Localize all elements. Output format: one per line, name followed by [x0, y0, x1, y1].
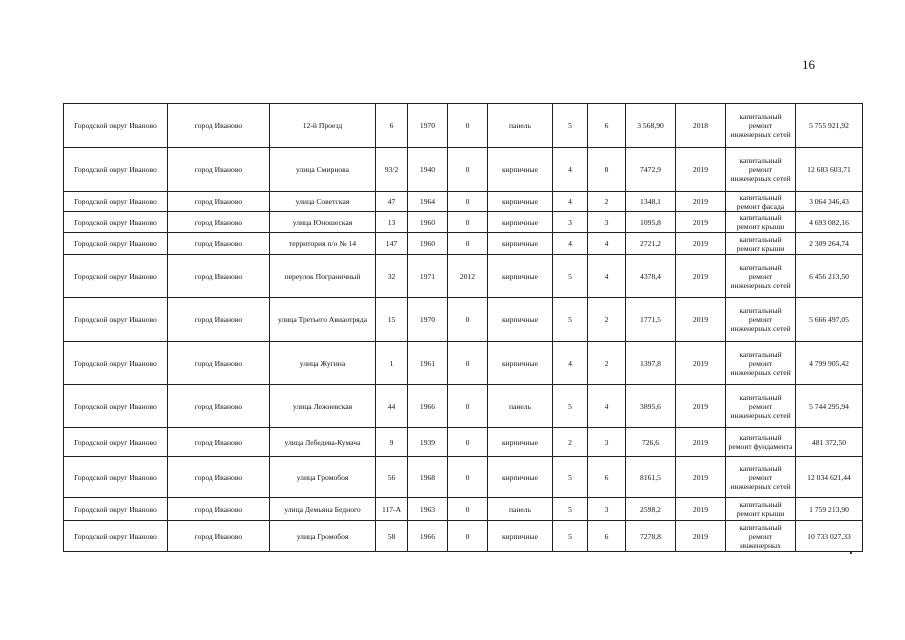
cell-year-reconstructed: 0	[448, 457, 488, 498]
cell-year-built: 1964	[408, 192, 448, 212]
cell-work: капитальный ремонт крыши	[726, 212, 796, 233]
scan-speck	[850, 552, 852, 554]
cell-floors: 3	[553, 212, 588, 233]
cell-year-reconstructed: 0	[448, 428, 488, 457]
cell-cost: 6 456 213,50	[796, 255, 863, 298]
cell-walls: панель	[488, 104, 553, 148]
cell-area: 2598,2	[626, 498, 676, 521]
cell-entrances: 2	[588, 342, 626, 385]
table-row	[64, 148, 863, 192]
cell-walls: кирпичные	[488, 148, 553, 192]
cell-year: 2019	[676, 148, 726, 192]
cell-walls: панель	[488, 385, 553, 428]
cell-walls: кирпичные	[488, 212, 553, 233]
cell-entrances: 4	[588, 233, 626, 255]
cell-floors: 5	[553, 385, 588, 428]
cell-walls: панель	[488, 498, 553, 521]
cell-street: территория п/о № 14	[270, 233, 376, 255]
cell-work: капитальный ремонт фасада	[726, 192, 796, 212]
cell-city: город Иваново	[168, 498, 270, 521]
cell-floors: 5	[553, 104, 588, 148]
cell-municipality: Городской округ Иваново	[64, 298, 168, 342]
table-row	[64, 498, 863, 521]
cell-street: улица Юношеская	[270, 212, 376, 233]
cell-work: капитальный ремонт инженерных сетей	[726, 148, 796, 192]
cell-walls: кирпичные	[488, 255, 553, 298]
cell-work: капитальный ремонт инженерных сетей	[726, 342, 796, 385]
cell-street: улица Громобоя	[270, 457, 376, 498]
cell-year-reconstructed: 0	[448, 385, 488, 428]
cell-municipality: Городской округ Иваново	[64, 255, 168, 298]
cell-year-built: 1961	[408, 342, 448, 385]
table-row	[64, 192, 863, 212]
cell-house: 58	[376, 521, 408, 552]
cell-work: капитальный ремонт инженерных	[726, 521, 796, 552]
cell-walls: кирпичные	[488, 298, 553, 342]
cell-year-reconstructed: 0	[448, 192, 488, 212]
cell-street: улица Лежневская	[270, 385, 376, 428]
cell-walls: кирпичные	[488, 233, 553, 255]
cell-area: 2721,2	[626, 233, 676, 255]
cell-house: 15	[376, 298, 408, 342]
cell-house: 9	[376, 428, 408, 457]
cell-year: 2019	[676, 498, 726, 521]
cell-entrances: 2	[588, 192, 626, 212]
cell-street: улица Громобоя	[270, 521, 376, 552]
cell-street: улица Смирнова	[270, 148, 376, 192]
cell-entrances: 2	[588, 298, 626, 342]
cell-street: улица Третьего Авиаотряда	[270, 298, 376, 342]
cell-city: город Иваново	[168, 255, 270, 298]
cell-cost: 4 693 082,16	[796, 212, 863, 233]
cell-walls: кирпичные	[488, 342, 553, 385]
table-row	[64, 428, 863, 457]
cell-year-reconstructed: 0	[448, 148, 488, 192]
cell-work: капитальный ремонт инженерных сетей	[726, 385, 796, 428]
cell-floors: 4	[553, 233, 588, 255]
table-row	[64, 104, 863, 148]
cell-year-built: 1960	[408, 212, 448, 233]
cell-work: капитальный ремонт инженерных сетей	[726, 255, 796, 298]
cell-floors: 5	[553, 521, 588, 552]
cell-entrances: 4	[588, 255, 626, 298]
cell-walls: кирпичные	[488, 192, 553, 212]
cell-cost: 481 372,50	[796, 428, 863, 457]
cell-area: 3895,6	[626, 385, 676, 428]
cell-city: город Иваново	[168, 233, 270, 255]
cell-year: 2019	[676, 457, 726, 498]
cell-year: 2019	[676, 298, 726, 342]
cell-area: 4378,4	[626, 255, 676, 298]
cell-year-built: 1971	[408, 255, 448, 298]
cell-floors: 5	[553, 298, 588, 342]
cell-municipality: Городской округ Иваново	[64, 457, 168, 498]
cell-area: 1348,1	[626, 192, 676, 212]
cell-municipality: Городской округ Иваново	[64, 233, 168, 255]
cell-street: улица Жугина	[270, 342, 376, 385]
cell-municipality: Городской округ Иваново	[64, 521, 168, 552]
cell-cost: 4 799 905,42	[796, 342, 863, 385]
cell-cost: 3 064 346,43	[796, 192, 863, 212]
cell-cost: 1 759 213,90	[796, 498, 863, 521]
cell-year-reconstructed: 2012	[448, 255, 488, 298]
cell-year-built: 1966	[408, 521, 448, 552]
cell-cost: 10 733 027,33	[796, 521, 863, 552]
cell-year: 2019	[676, 192, 726, 212]
cell-cost: 12 034 621,44	[796, 457, 863, 498]
cell-area: 1095,8	[626, 212, 676, 233]
table-row	[64, 342, 863, 385]
cell-area: 1771,5	[626, 298, 676, 342]
cell-house: 117-А	[376, 498, 408, 521]
cell-year: 2019	[676, 255, 726, 298]
cell-cost: 5 666 497,05	[796, 298, 863, 342]
cell-municipality: Городской округ Иваново	[64, 342, 168, 385]
cell-year-built: 1970	[408, 104, 448, 148]
cell-city: город Иваново	[168, 342, 270, 385]
cell-cost: 12 683 603,71	[796, 148, 863, 192]
cell-floors: 5	[553, 498, 588, 521]
cell-house: 32	[376, 255, 408, 298]
cell-year-built: 1966	[408, 385, 448, 428]
cell-floors: 5	[553, 457, 588, 498]
cell-year: 2019	[676, 428, 726, 457]
cell-year: 2019	[676, 385, 726, 428]
cell-year-built: 1940	[408, 148, 448, 192]
cell-entrances: 8	[588, 148, 626, 192]
table-row	[64, 521, 863, 552]
cell-year-reconstructed: 0	[448, 104, 488, 148]
cell-city: город Иваново	[168, 385, 270, 428]
cell-municipality: Городской округ Иваново	[64, 148, 168, 192]
cell-city: город Иваново	[168, 457, 270, 498]
cell-floors: 4	[553, 148, 588, 192]
cell-year: 2019	[676, 212, 726, 233]
cell-year-built: 1968	[408, 457, 448, 498]
cell-house: 56	[376, 457, 408, 498]
cell-year-reconstructed: 0	[448, 233, 488, 255]
cell-cost: 5 755 921,92	[796, 104, 863, 148]
cell-municipality: Городской округ Иваново	[64, 385, 168, 428]
cell-municipality: Городской округ Иваново	[64, 192, 168, 212]
cell-municipality: Городской округ Иваново	[64, 212, 168, 233]
cell-floors: 2	[553, 428, 588, 457]
cell-street: переулок Пограничный	[270, 255, 376, 298]
cell-house: 93/2	[376, 148, 408, 192]
cell-house: 147	[376, 233, 408, 255]
cell-house: 1	[376, 342, 408, 385]
cell-floors: 5	[553, 255, 588, 298]
cell-year-reconstructed: 0	[448, 498, 488, 521]
cell-street: улица Демьяна Бедного	[270, 498, 376, 521]
cell-city: город Иваново	[168, 104, 270, 148]
cell-work: капитальный ремонт крыши	[726, 498, 796, 521]
table-row	[64, 255, 863, 298]
cell-municipality: Городской округ Иваново	[64, 104, 168, 148]
cell-entrances: 4	[588, 385, 626, 428]
cell-cost: 5 744 295,94	[796, 385, 863, 428]
cell-year-built: 1960	[408, 233, 448, 255]
cell-year: 2019	[676, 233, 726, 255]
cell-city: город Иваново	[168, 192, 270, 212]
cell-year: 2019	[676, 521, 726, 552]
cell-area: 7278,8	[626, 521, 676, 552]
cell-entrances: 6	[588, 521, 626, 552]
table-row	[64, 212, 863, 233]
table-row	[64, 457, 863, 498]
cell-street: 12-й Проезд	[270, 104, 376, 148]
cell-city: город Иваново	[168, 428, 270, 457]
cell-house: 44	[376, 385, 408, 428]
cell-work: капитальный ремонт инженерных сетей	[726, 457, 796, 498]
cell-area: 7472,9	[626, 148, 676, 192]
cell-year-built: 1970	[408, 298, 448, 342]
cell-year: 2019	[676, 342, 726, 385]
cell-year-reconstructed: 0	[448, 298, 488, 342]
cell-floors: 4	[553, 192, 588, 212]
cell-entrances: 6	[588, 104, 626, 148]
page-number: 16	[802, 57, 815, 72]
housing-repair-table	[63, 103, 863, 552]
cell-year-built: 1939	[408, 428, 448, 457]
cell-area: 8161,5	[626, 457, 676, 498]
cell-city: город Иваново	[168, 148, 270, 192]
cell-area: 1397,8	[626, 342, 676, 385]
cell-year-reconstructed: 0	[448, 212, 488, 233]
cell-cost: 2 309 264,74	[796, 233, 863, 255]
cell-work: капитальный ремонт инженерных сетей	[726, 104, 796, 148]
cell-walls: кирпичные	[488, 521, 553, 552]
cell-area: 3 568,90	[626, 104, 676, 148]
cell-entrances: 3	[588, 428, 626, 457]
table-row	[64, 385, 863, 428]
cell-walls: кирпичные	[488, 428, 553, 457]
cell-city: город Иваново	[168, 212, 270, 233]
cell-work: капитальный ремонт инженерных сетей	[726, 298, 796, 342]
cell-year-built: 1963	[408, 498, 448, 521]
cell-work: капитальный ремонт фундамента	[726, 428, 796, 457]
cell-municipality: Городской округ Иваново	[64, 428, 168, 457]
cell-entrances: 3	[588, 212, 626, 233]
cell-city: город Иваново	[168, 298, 270, 342]
cell-work: капитальный ремонт крыши	[726, 233, 796, 255]
cell-walls: кирпичные	[488, 457, 553, 498]
cell-city: город Иваново	[168, 521, 270, 552]
cell-street: улица Лебедева-Кумача	[270, 428, 376, 457]
table-row	[64, 298, 863, 342]
cell-house: 13	[376, 212, 408, 233]
cell-year: 2018	[676, 104, 726, 148]
table-row	[64, 233, 863, 255]
cell-year-reconstructed: 0	[448, 342, 488, 385]
cell-area: 726,6	[626, 428, 676, 457]
cell-year-reconstructed: 0	[448, 521, 488, 552]
cell-entrances: 6	[588, 457, 626, 498]
cell-entrances: 3	[588, 498, 626, 521]
cell-street: улица Советская	[270, 192, 376, 212]
cell-municipality: Городской округ Иваново	[64, 498, 168, 521]
cell-house: 6	[376, 104, 408, 148]
cell-house: 47	[376, 192, 408, 212]
cell-floors: 4	[553, 342, 588, 385]
